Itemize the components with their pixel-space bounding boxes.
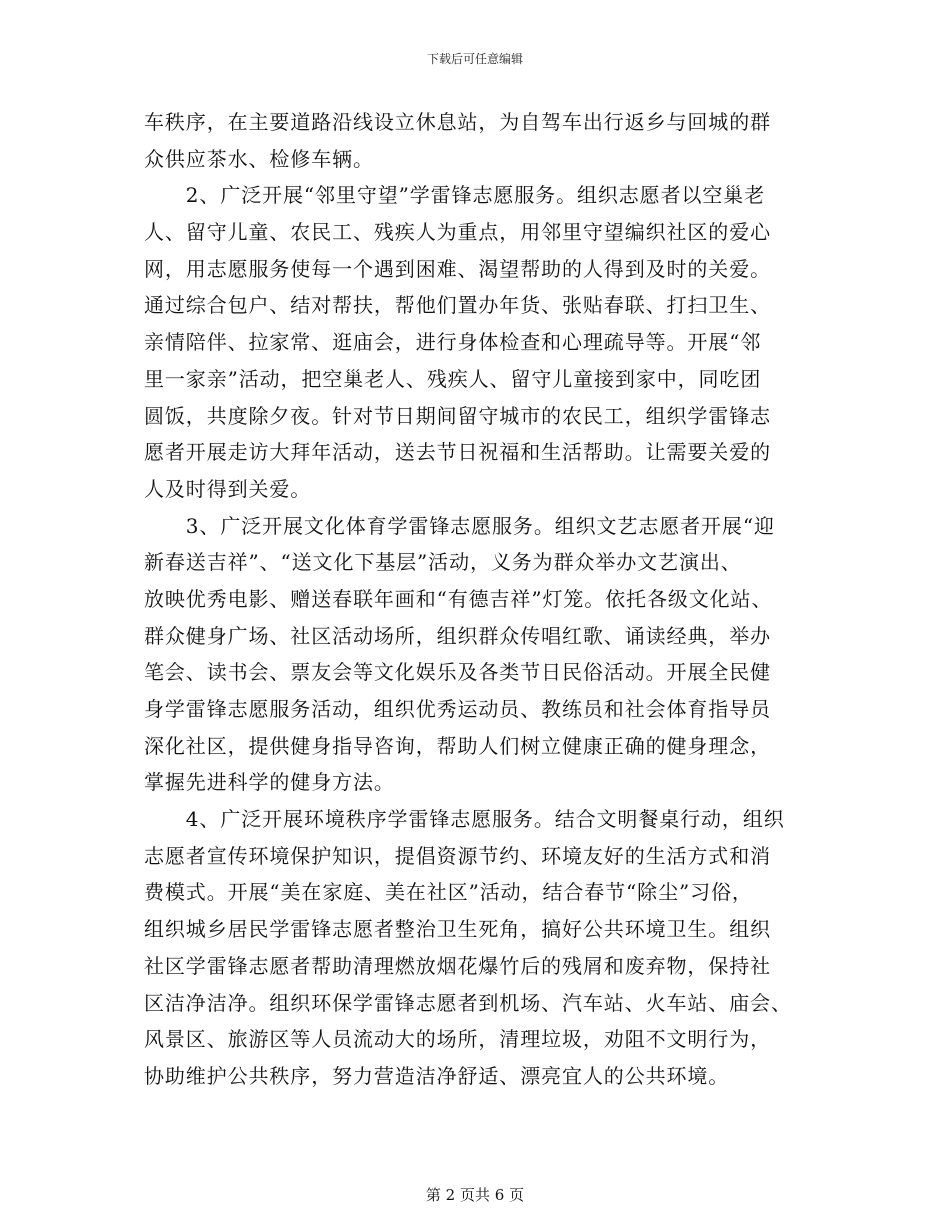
text-line: 身学雷锋志愿服务活动，组织优秀运动员、教练员和社会体育指导员 xyxy=(144,697,771,721)
page-footer: 第 2 页共 6 页 xyxy=(425,1186,525,1204)
page-header: 下载后可任意编辑 xyxy=(426,52,523,66)
document-body xyxy=(144,104,812,1095)
text-line: 深化社区，提供健身指导咨询，帮助人们树立健康正确的健身理念， xyxy=(144,733,771,758)
text-line: 愿者开展走访大拜年活动，送去节日祝福和生活帮助。让需要关爱的 xyxy=(144,440,771,465)
text-line: 车秩序，在主要道路沿线设立休息站，为自驾车出行返乡与回城的群 xyxy=(144,110,771,134)
text-line: 新春送吉祥”、“送文化下基层”活动，义务为群众举办文艺演出、 xyxy=(144,550,742,575)
text-line: 放映优秀电影、赠送春联年画和“有德吉祥”灯笼。依托各级文化站、 xyxy=(144,586,773,611)
text-line: 区洁净洁净。组织环保学雷锋志愿者到机场、汽车站、火车站、庙会、 xyxy=(144,990,792,1015)
text-line: 2、广泛开展“邻里守望”学雷锋志愿服务。组织志愿者以空巢老 xyxy=(144,183,766,208)
text-line: 费模式。开展“美在家庭、美在社区”活动，结合春节“除尘”习俗， xyxy=(144,880,753,905)
text-line: 亲情陪伴、拉家常、逛庙会，进行身体检查和心理疏导等。开展“邻 xyxy=(144,330,762,355)
text-line: 掌握先进科学的健身方法。 xyxy=(144,770,395,795)
text-line: 3、广泛开展文化体育学雷锋志愿服务。组织文艺志愿者开展“迎 xyxy=(144,513,775,538)
text-line: 志愿者宣传环境保护知识，提倡资源节约、环境友好的生活方式和消 xyxy=(144,843,771,868)
text-line: 4、广泛开展环境秩序学雷锋志愿服务。结合文明餐桌行动，组织 xyxy=(144,807,785,832)
text-line: 人及时得到关爱。 xyxy=(144,476,312,501)
text-line: 网，用志愿服务使每一个遇到困难、渴望帮助的人得到及时的关爱。 xyxy=(144,256,771,281)
text-line: 社区学雷锋志愿者帮助清理燃放烟花爆竹后的残屑和废弃物，保持社 xyxy=(144,953,771,978)
text-line: 人、留守儿童、农民工、残疾人为重点，用邻里守望编织社区的爱心 xyxy=(144,220,771,245)
text-line: 通过综合包户、结对帮扶，帮他们置办年货、张贴春联、打扫卫生、 xyxy=(144,293,771,318)
text-line: 组织城乡居民学雷锋志愿者整治卫生死角，搞好公共环境卫生。组织 xyxy=(144,917,771,942)
text-line: 笔会、读书会、票友会等文化娱乐及各类节日民俗活动。开展全民健 xyxy=(144,660,771,685)
text-line: 里一家亲”活动，把空巢老人、残疾人、留守儿童接到家中，同吃团 xyxy=(144,366,762,391)
text-line: 协助维护公共秩序，努力营造洁净舒适、漂亮宜人的公共环境。 xyxy=(144,1063,730,1088)
text-line: 众供应茶水、检修车辆。 xyxy=(144,146,374,171)
text-line: 群众健身广场、社区活动场所，组织群众传唱红歌、诵读经典，举办 xyxy=(144,623,771,648)
text-line: 风景区、旅游区等人员流动大的场所，清理垃圾，劝阻不文明行为， xyxy=(144,1027,771,1052)
text-line: 圆饭，共度除夕夜。针对节日期间留守城市的农民工，组织学雷锋志 xyxy=(144,403,771,428)
